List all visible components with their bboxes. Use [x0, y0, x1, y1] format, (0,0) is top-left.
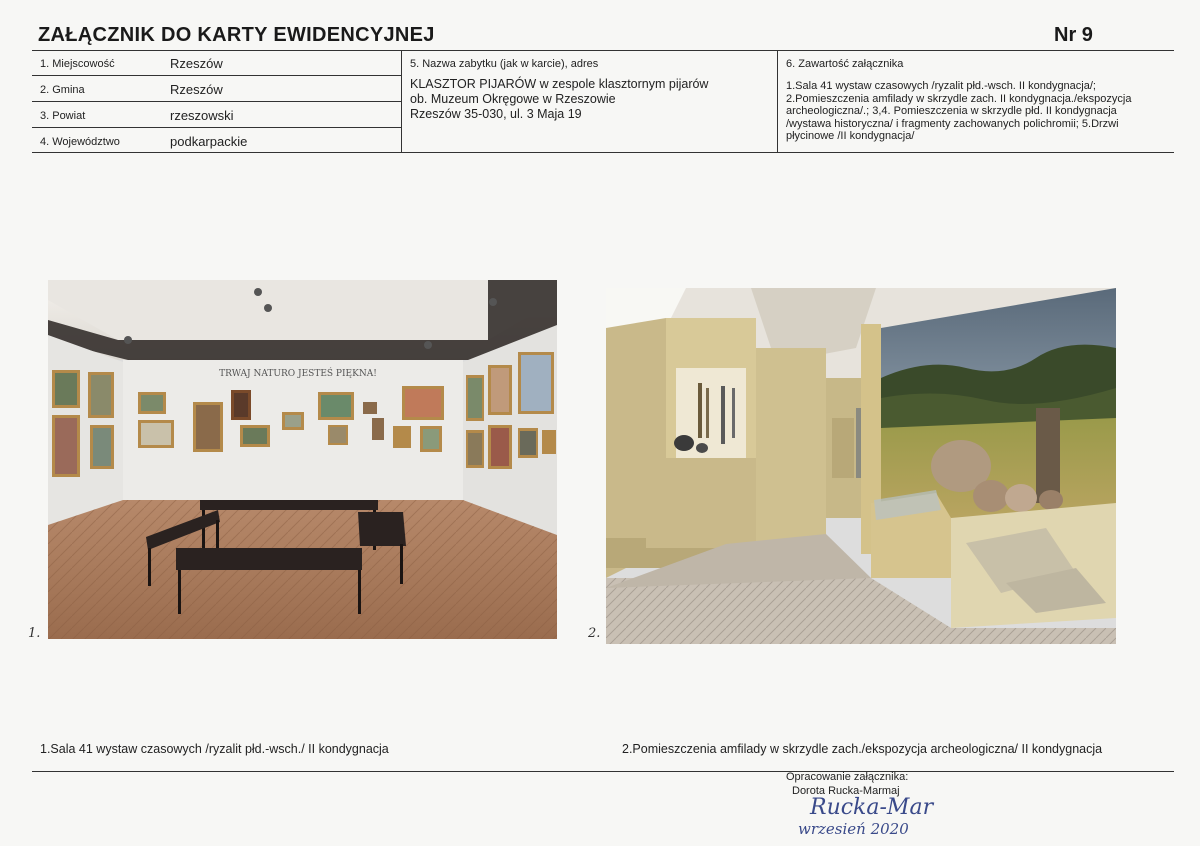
signature: Rucka-Mar — [810, 795, 934, 820]
prepared-by-label: Opracowanie załącznika: — [786, 771, 909, 783]
row-divider — [32, 75, 401, 76]
nazwa-line: ob. Muzeum Okręgowe w Rzeszowie — [410, 92, 616, 106]
nazwa-line: Rzeszów 35-030, ul. 3 Maja 19 — [410, 107, 582, 121]
field-value-zawartosc — [786, 80, 1172, 143]
table-bottom-border — [32, 152, 1174, 153]
zawartosc-line: 1.Sala 41 wystaw czasowych /ryzalit płd.-wsch. II kondygnacja/; — [786, 80, 1096, 92]
zawartosc-line: 2.Pomieszczenia amfilady w skrzydle zach. II kondygnacja./ekspozycja — [786, 92, 1132, 105]
gallery-room-illustration — [48, 280, 557, 639]
footer-divider — [32, 771, 1174, 772]
field-value-wojewodztwo: podkarpackie — [170, 134, 248, 149]
photo-archaeology-exhibition — [606, 288, 1116, 644]
field-value-nazwa — [410, 77, 770, 122]
nazwa-line: KLASZTOR PIJARÓW w zespole klasztornym pijarów — [410, 77, 709, 91]
column-divider — [401, 50, 402, 153]
field-label-gmina: 2. Gmina — [40, 84, 85, 96]
zawartosc-line: archeologiczna/.; 3,4. Pomieszczenia w skrzydle płd. II kondygnacja — [786, 105, 1117, 117]
field-label-wojewodztwo: 4. Województwo — [40, 136, 120, 148]
row-divider — [32, 101, 401, 102]
photo-number-1: 1. — [28, 626, 41, 641]
row-divider — [32, 127, 401, 128]
photo-caption-1: 1.Sala 41 wystaw czasowych /ryzalit płd.-wsch./ II kondygnacja — [40, 742, 389, 756]
zawartosc-line: /wystawa historyczna/ i fragmenty zachowanych polichromii; 5.Drzwi — [786, 117, 1119, 130]
signature-date: wrzesień 2020 — [798, 820, 909, 838]
field-label-zawartosc: 6. Zawartość załącznika — [786, 58, 904, 70]
field-value-gmina: Rzeszów — [170, 82, 223, 97]
zawartosc-line: płycinowe /II kondygnacja/ — [786, 130, 915, 142]
field-value-powiat: rzeszowski — [170, 108, 234, 123]
attachment-number: Nr 9 — [1054, 24, 1093, 46]
field-label-miejscowosc: 1. Miejscowość — [40, 58, 115, 70]
photo-number-2: 2. — [588, 626, 601, 641]
photo-gallery-room — [48, 280, 557, 639]
exhibition-banner: TRWAJ NATURO JESTEŚ PIĘKNA! — [219, 369, 377, 379]
page-title: ZAŁĄCZNIK DO KARTY EWIDENCYJNEJ — [38, 24, 435, 46]
field-value-miejscowosc: Rzeszów — [170, 56, 223, 71]
column-divider — [777, 50, 778, 153]
prepared-by-author: Dorota Rucka-Marmaj — [792, 785, 900, 797]
field-label-nazwa: 5. Nazwa zabytku (jak w karcie), adres — [410, 58, 599, 70]
table-top-border — [32, 50, 1174, 51]
archaeology-illustration — [606, 288, 1116, 644]
photo-caption-2: 2.Pomieszczenia amfilady w skrzydle zach./ekspozycja archeologiczna/ II kondygnacja — [622, 742, 1103, 756]
field-label-powiat: 3. Powiat — [40, 110, 86, 122]
